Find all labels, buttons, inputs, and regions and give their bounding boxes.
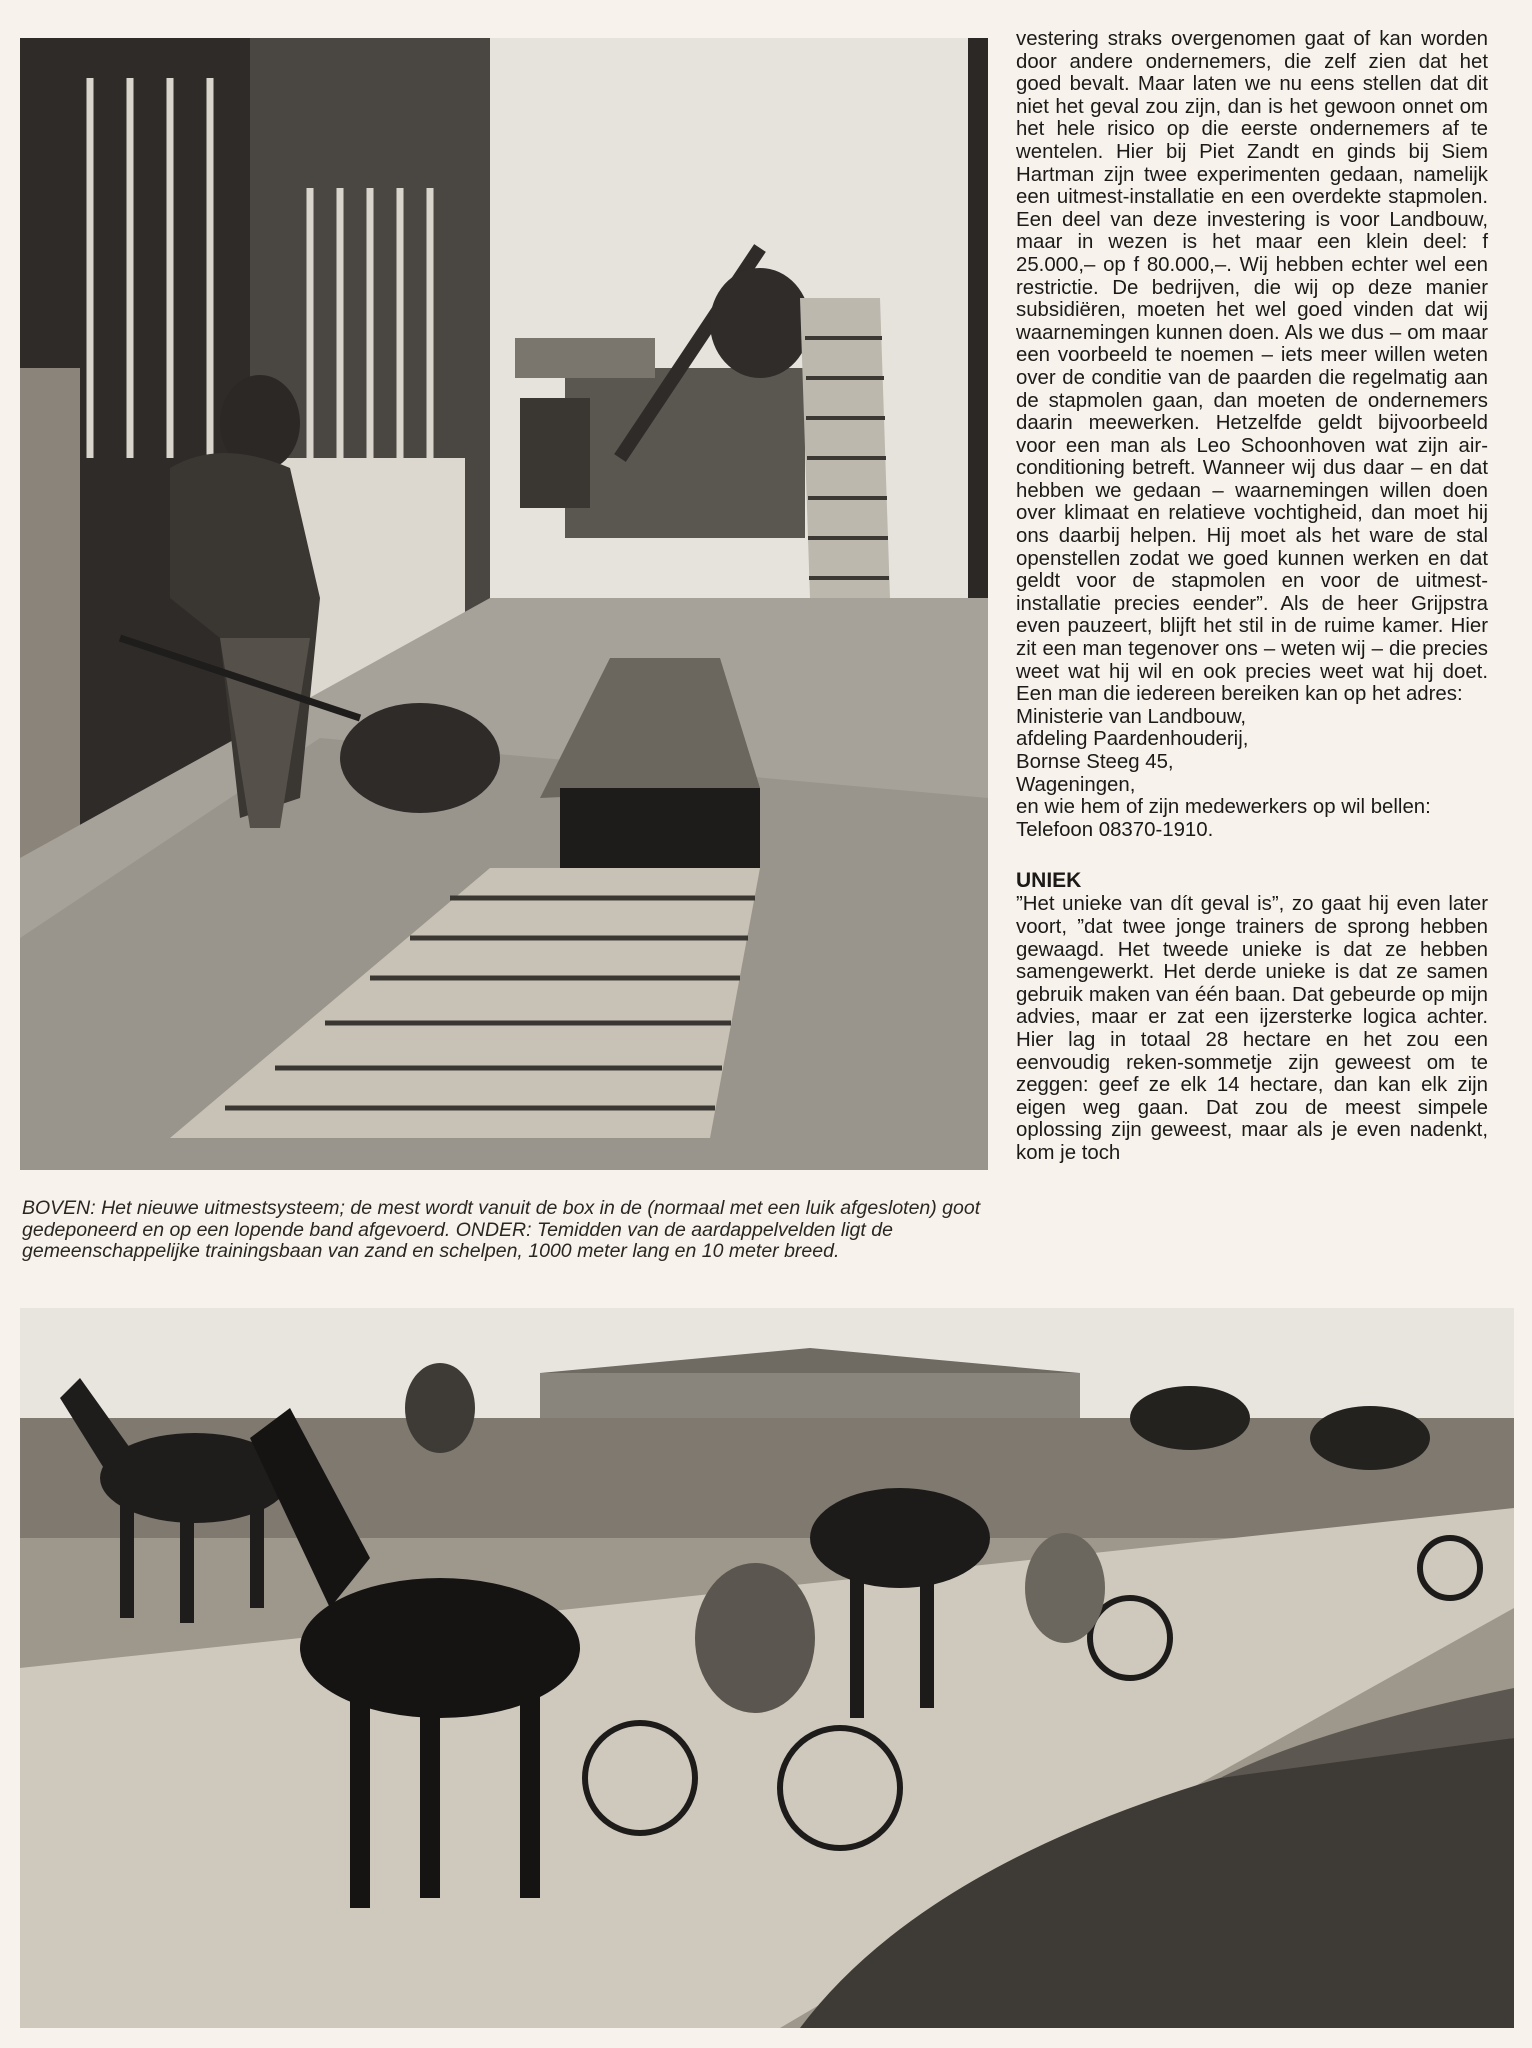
- address-block: [1016, 706, 1488, 842]
- address-line-department: afdeling Paardenhouderij,: [1016, 728, 1249, 751]
- photo-stable-manure-system: [20, 38, 988, 1170]
- address-line-ministry: Ministerie van Landbouw,: [1016, 705, 1247, 728]
- article-paragraph-1: vestering straks overgenomen gaat of kan worden door andere ondernemers, die zelf zien dat het goed bevalt. Maar laten we nu eens stellen dat dit niet het geval zou zijn, dan is het gewoon onnet om het hele risico op die eerste ondernemers af te wentelen. Hier bij Piet Zandt en ginds bij Siem Hartman zijn twee experimenten gedaan, namelijk een uitmest-installatie en een overdekte stapmolen. Een deel van deze investering is voor Landbouw, maar in wezen is het maar een klein deel: f 25.000,– op f 80.000,–. Wij hebben echter wel een restrictie. De bedrijven, die wij op deze manier subsidiëren, moeten het wel goed vinden dat wij waarnemingen kunnen doen. Als we dus – om maar een voorbeeld te noemen – iets meer willen weten over de conditie van de paarden die regelmatig aan de stapmolen gaan, dan moeten de ondernemers daarin meewerken. Hetzelfde geldt bijvoorbeeld voor een man als Leo Schoonhoven wat zijn air-conditioning betreft. Wanneer wij dus daar – en dat hebben we gedaan – waarnemingen willen doen over klimaat en relatieve vochtigheid, dan moet hij ons daarbij helpen. Hij moet als het ware de stal openstellen zodat we goed kunnen werken en dat geldt voor de stapmolen en voor de uitmest-installatie precies eender”. Als de heer Grijpstra even pauzeert, blijft het stil in de ruime kamer. Hier zit een man tegenover ons – weten wij – die precies weet wat hij wil en ook precies weet wat hij doet. Een man die iedereen bereiken kan op het adres:: [1016, 28, 1488, 706]
- address-line-street: Bornse Steeg 45,: [1016, 751, 1174, 773]
- stable-photo-illustration: [20, 38, 988, 1170]
- photo-caption: BOVEN: Het nieuwe uitmestsysteem; de mest wordt vanuit de box in de (normaal met een luik afgesloten) goot gedeponeerd en op een lopende band afgevoerd. ONDER: Temidden van de aardappelvelden ligt de gemeenschappelijke trainingsbaan van zand en schelpen, 1000 meter lang en 10 meter breed.: [22, 1197, 981, 1262]
- subheading-uniek: UNIEK: [1016, 869, 1082, 893]
- photo-training-track-sulkies: [20, 1308, 1514, 2028]
- address-line-city: Wageningen,: [1016, 773, 1136, 796]
- track-photo-illustration: [20, 1308, 1514, 2028]
- article-paragraph-2: ”Het unieke van dít geval is”, zo gaat hij even later voort, ”dat twee jonge trainers de sprong hebben gewaagd. Het tweede unieke is dat ze hebben samengewerkt. Het derde unieke is dat ze samen gebruik maken van één baan. Dat gebeurde op mijn advies, maar er zat een ijzersterke logica achter. Hier lag in totaal 28 hectare en het zou een eenvoudig reken-sommetje zijn geweest om te zeggen: geef ze elk 14 hectare, dan kan elk zijn eigen weg gaan. Dat zou de meest simpele oplossing zijn geweest, maar als je even nadenkt, kom je toch: [1016, 893, 1488, 1164]
- address-line-phone: Telefoon 08370-1910.: [1016, 818, 1214, 841]
- article-column: [1016, 28, 1488, 1165]
- address-line-call-note: en wie hem of zijn medewerkers op wil bellen:: [1016, 796, 1431, 819]
